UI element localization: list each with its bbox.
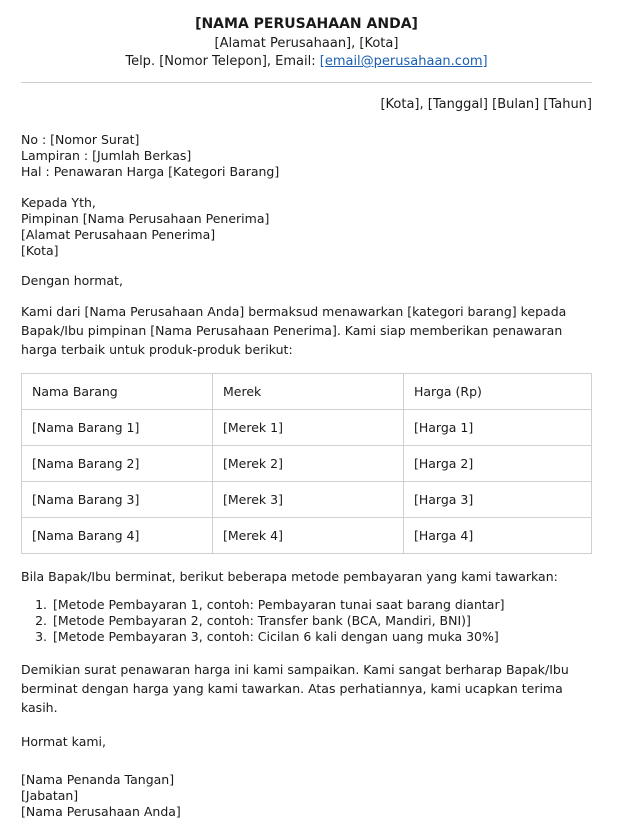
cell-price: [Harga 1] xyxy=(404,410,592,446)
letter-attachment: Lampiran : [Jumlah Berkas] xyxy=(21,148,192,163)
sign-off: Hormat kami, xyxy=(21,734,106,749)
signatory-name: [Nama Penanda Tangan] xyxy=(21,772,175,787)
payment-methods-list xyxy=(21,597,504,645)
payment-intro: Bila Bapak/Ibu berminat, berikut beberapa metode pembayaran yang kami tawarkan: xyxy=(21,569,558,584)
company-name: [NAMA PERUSAHAAN ANDA] xyxy=(195,16,418,32)
company-contact xyxy=(21,54,592,69)
recipient-name: Pimpinan [Nama Perusahaan Penerima] xyxy=(21,211,270,226)
payment-method-item: 1. [Metode Pembayaran 1, contoh: Pembayaran tunai saat barang diantar] xyxy=(51,597,504,613)
cell-brand: [Merek 4] xyxy=(213,518,404,554)
letter-meta xyxy=(21,132,592,180)
contact-text: Telp. [Nomor Telepon], Email: xyxy=(125,54,320,69)
cell-item-name: [Nama Barang 2] xyxy=(22,446,213,482)
email-link[interactable]: [email@perusahaan.com] xyxy=(319,54,488,69)
greeting: Dengan hormat, xyxy=(21,273,123,288)
signature-block xyxy=(21,772,592,820)
recipient-city: [Kota] xyxy=(21,243,59,258)
table-row xyxy=(22,518,592,554)
letter-date: [Kota], [Tanggal] [Bulan] [Tahun] xyxy=(380,97,592,112)
payment-method-item: 2. [Metode Pembayaran 2, contoh: Transfer bank (BCA, Mandiri, BNI)] xyxy=(51,613,504,629)
cell-price: [Harga 3] xyxy=(404,482,592,518)
table-row xyxy=(22,446,592,482)
cell-brand: [Merek 3] xyxy=(213,482,404,518)
signatory-company: [Nama Perusahaan Anda] xyxy=(21,804,181,819)
recipient-block xyxy=(21,195,592,259)
signatory-position: [Jabatan] xyxy=(21,788,79,803)
intro-paragraph: Kami dari [Nama Perusahaan Anda] bermaksud menawarkan [kategori barang] kepada Bapak/Ibu pimpinan [Nama Perusahaan Penerima]. Kami siap memberikan penawaran harga terbaik untuk produk-produk berikut: xyxy=(21,304,567,357)
company-address: [Alamat Perusahaan], [Kota] xyxy=(214,36,399,51)
table-header-row xyxy=(22,374,592,410)
letter-subject: Hal : Penawaran Harga [Kategori Barang] xyxy=(21,164,280,179)
cell-item-name: [Nama Barang 3] xyxy=(22,482,213,518)
cell-item-name: [Nama Barang 4] xyxy=(22,518,213,554)
cell-price: [Harga 4] xyxy=(404,518,592,554)
header-price: Harga (Rp) xyxy=(404,374,592,410)
cell-price: [Harga 2] xyxy=(404,446,592,482)
table-row xyxy=(22,482,592,518)
letter-number: No : [Nomor Surat] xyxy=(21,132,140,147)
header-brand: Merek xyxy=(213,374,404,410)
cell-brand: [Merek 1] xyxy=(213,410,404,446)
closing-paragraph: Demikian surat penawaran harga ini kami sampaikan. Kami sangat berharap Bapak/Ibu berminat dengan harga yang kami tawarkan. Atas perhatiannya, kami ucapkan terima kasih. xyxy=(21,662,569,715)
cell-brand: [Merek 2] xyxy=(213,446,404,482)
recipient-address: [Alamat Perusahaan Penerima] xyxy=(21,227,216,242)
cell-item-name: [Nama Barang 1] xyxy=(22,410,213,446)
price-table xyxy=(21,373,592,554)
recipient-salutation: Kepada Yth, xyxy=(21,195,96,210)
payment-method-item: 3. [Metode Pembayaran 3, contoh: Cicilan 6 kali dengan uang muka 30%] xyxy=(51,629,504,645)
header-divider xyxy=(21,82,592,83)
header-item-name: Nama Barang xyxy=(22,374,213,410)
table-row xyxy=(22,410,592,446)
